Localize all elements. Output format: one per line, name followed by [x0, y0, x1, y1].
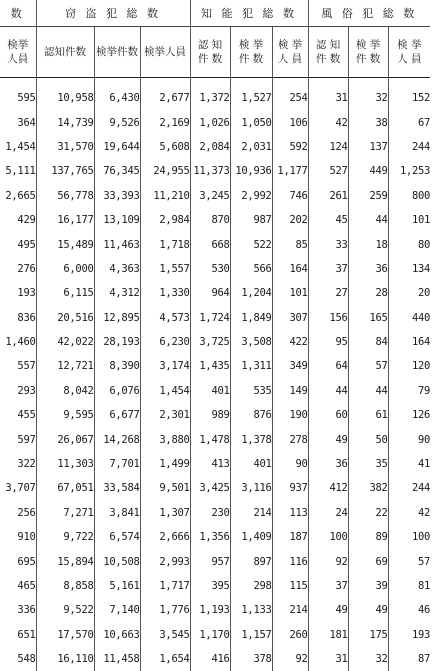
- table-cell: 126: [388, 403, 430, 427]
- table-cell: 32: [348, 647, 388, 671]
- table-cell: 465: [0, 574, 36, 598]
- table-cell: 35: [348, 452, 388, 476]
- table-cell: 395: [190, 574, 230, 598]
- table-cell: 836: [0, 306, 36, 330]
- table-cell: 79: [388, 379, 430, 403]
- table-cell: 254: [272, 78, 308, 111]
- table-cell: 401: [190, 379, 230, 403]
- table-cell: 64: [308, 354, 348, 378]
- table-cell: 90: [388, 427, 430, 451]
- table-cell: 165: [348, 306, 388, 330]
- table-cell: 1,454: [140, 379, 190, 403]
- table-cell: 3,245: [190, 184, 230, 208]
- table-cell: 149: [272, 379, 308, 403]
- table-cell: 440: [388, 306, 430, 330]
- table-cell: 244: [388, 476, 430, 500]
- table-cell: 152: [388, 78, 430, 111]
- group-header-moral: 風 俗 犯 総 数: [308, 0, 430, 27]
- table-cell: 16,177: [36, 208, 94, 232]
- table-cell: 2,665: [0, 184, 36, 208]
- table-cell: 4,573: [140, 306, 190, 330]
- sub-header-moral-recognized: 認 知 件 数: [308, 27, 348, 78]
- table-row: [0, 208, 442, 232]
- table-cell: 80: [388, 232, 430, 256]
- table-cell: 413: [190, 452, 230, 476]
- table-row: [0, 379, 442, 403]
- table-cell: 1,460: [0, 330, 36, 354]
- table-cell: 193: [388, 623, 430, 647]
- table-cell: 1,330: [140, 281, 190, 305]
- table-row: [0, 354, 442, 378]
- table-cell: 2,677: [140, 78, 190, 111]
- table-cell: 1,356: [190, 525, 230, 549]
- table-cell: 106: [272, 110, 308, 134]
- table-cell: 3,174: [140, 354, 190, 378]
- table-cell: 31: [308, 78, 348, 111]
- table-cell: 95: [308, 330, 348, 354]
- table-cell: 12,721: [36, 354, 94, 378]
- table-cell: 193: [0, 281, 36, 305]
- table-cell: 530: [190, 257, 230, 281]
- sub-header-theft-cleared: 検挙件数: [94, 27, 140, 78]
- table-cell: 44: [348, 379, 388, 403]
- table-cell: 9,501: [140, 476, 190, 500]
- table-cell: 10,663: [94, 623, 140, 647]
- table-cell: 44: [308, 379, 348, 403]
- table-cell: 137,765: [36, 159, 94, 183]
- table-cell: 1,170: [190, 623, 230, 647]
- table-cell: 22: [348, 501, 388, 525]
- table-cell: 84: [348, 330, 388, 354]
- table-cell: 2,993: [140, 549, 190, 573]
- table-cell: 1,050: [230, 110, 272, 134]
- table-cell: 597: [0, 427, 36, 451]
- table-cell: 2,992: [230, 184, 272, 208]
- table-cell: 7,701: [94, 452, 140, 476]
- table-cell: 164: [272, 257, 308, 281]
- table-cell: 57: [388, 549, 430, 573]
- table-cell: 651: [0, 623, 36, 647]
- table-cell: 39: [348, 574, 388, 598]
- table-cell: 1,499: [140, 452, 190, 476]
- table-cell: 113: [272, 501, 308, 525]
- table-cell: 28,193: [94, 330, 140, 354]
- table-row: [0, 257, 442, 281]
- table-cell: 5,161: [94, 574, 140, 598]
- table-cell: 3,880: [140, 427, 190, 451]
- table-cell: 11,463: [94, 232, 140, 256]
- table-row: [0, 184, 442, 208]
- table-cell: 1,478: [190, 427, 230, 451]
- table-cell: 1,724: [190, 306, 230, 330]
- table-cell: 26,067: [36, 427, 94, 451]
- table-row: [0, 78, 442, 111]
- table-cell: 244: [388, 135, 430, 159]
- table-cell: 164: [388, 330, 430, 354]
- table-cell: 7,140: [94, 598, 140, 622]
- table-cell: 37: [308, 574, 348, 598]
- table-row: [0, 159, 442, 183]
- table-row: [0, 549, 442, 573]
- table-cell: 19,644: [94, 135, 140, 159]
- table-cell: 124: [308, 135, 348, 159]
- table-cell: 15,489: [36, 232, 94, 256]
- table-cell: 987: [230, 208, 272, 232]
- table-cell: 897: [230, 549, 272, 573]
- table-cell: 28: [348, 281, 388, 305]
- table-cell: 37: [308, 257, 348, 281]
- table-cell: 49: [348, 598, 388, 622]
- table-cell: 5,111: [0, 159, 36, 183]
- table-cell: 336: [0, 598, 36, 622]
- table-cell: 378: [230, 647, 272, 671]
- table-cell: 81: [388, 574, 430, 598]
- table-cell: 11,303: [36, 452, 94, 476]
- sub-header-arrested-persons: 検挙 人員: [0, 27, 36, 78]
- table-cell: 1,717: [140, 574, 190, 598]
- table-cell: 202: [272, 208, 308, 232]
- sub-header-row: [0, 27, 442, 78]
- table-cell: 36: [308, 452, 348, 476]
- table-cell: 90: [272, 452, 308, 476]
- table-cell: 592: [272, 135, 308, 159]
- table-cell: 276: [0, 257, 36, 281]
- table-row: [0, 598, 442, 622]
- table-row: [0, 647, 442, 671]
- table-cell: 57: [348, 354, 388, 378]
- table-cell: 42: [308, 110, 348, 134]
- sub-header-moral-persons: 検 挙 人 員: [388, 27, 430, 78]
- table-cell: 8,390: [94, 354, 140, 378]
- table-cell: 11,373: [190, 159, 230, 183]
- table-cell: 2,169: [140, 110, 190, 134]
- table-row: [0, 110, 442, 134]
- table-row: [0, 232, 442, 256]
- table-cell: 18: [348, 232, 388, 256]
- table-cell: 100: [308, 525, 348, 549]
- table-cell: 175: [348, 623, 388, 647]
- table-cell: 190: [272, 403, 308, 427]
- lead-header: 数: [0, 0, 36, 27]
- table-cell: 1,654: [140, 647, 190, 671]
- table-cell: 134: [388, 257, 430, 281]
- table-cell: 989: [190, 403, 230, 427]
- group-header-row: [0, 0, 442, 27]
- table-cell: 429: [0, 208, 36, 232]
- table-cell: 1,718: [140, 232, 190, 256]
- table-cell: 49: [308, 427, 348, 451]
- table-cell: 1,177: [272, 159, 308, 183]
- table-cell: 8,858: [36, 574, 94, 598]
- table-cell: 566: [230, 257, 272, 281]
- table-cell: 1,527: [230, 78, 272, 111]
- table-cell: 548: [0, 647, 36, 671]
- table-cell: 401: [230, 452, 272, 476]
- table-cell: 349: [272, 354, 308, 378]
- table-cell: 120: [388, 354, 430, 378]
- table-cell: 1,454: [0, 135, 36, 159]
- table-cell: 261: [308, 184, 348, 208]
- table-cell: 187: [272, 525, 308, 549]
- table-cell: 3,841: [94, 501, 140, 525]
- table-cell: 67,051: [36, 476, 94, 500]
- table-cell: 322: [0, 452, 36, 476]
- table-cell: 6,115: [36, 281, 94, 305]
- table-cell: 11,458: [94, 647, 140, 671]
- table-cell: 422: [272, 330, 308, 354]
- table-cell: 5,608: [140, 135, 190, 159]
- table-cell: 33,584: [94, 476, 140, 500]
- table-row: [0, 403, 442, 427]
- table-cell: 876: [230, 403, 272, 427]
- table-row: [0, 427, 442, 451]
- table-cell: 870: [190, 208, 230, 232]
- table-cell: 3,508: [230, 330, 272, 354]
- table-cell: 1,849: [230, 306, 272, 330]
- table-cell: 1,435: [190, 354, 230, 378]
- table-cell: 293: [0, 379, 36, 403]
- table-cell: 2,084: [190, 135, 230, 159]
- sub-header-intellectual-persons: 検 挙 人 員: [272, 27, 308, 78]
- table-cell: 44: [348, 208, 388, 232]
- table-cell: 214: [272, 598, 308, 622]
- table-cell: 41: [388, 452, 430, 476]
- table-row: [0, 574, 442, 598]
- table-cell: 101: [388, 208, 430, 232]
- table-cell: 214: [230, 501, 272, 525]
- table-cell: 1,253: [388, 159, 430, 183]
- table-cell: 256: [0, 501, 36, 525]
- table-cell: 12,895: [94, 306, 140, 330]
- table-cell: 61: [348, 403, 388, 427]
- table-cell: 8,042: [36, 379, 94, 403]
- table-cell: 69: [348, 549, 388, 573]
- table-cell: 16,110: [36, 647, 94, 671]
- table-cell: 1,193: [190, 598, 230, 622]
- table-cell: 20: [388, 281, 430, 305]
- table-cell: 101: [272, 281, 308, 305]
- table-cell: 964: [190, 281, 230, 305]
- table-cell: 1,372: [190, 78, 230, 111]
- table-cell: 17,570: [36, 623, 94, 647]
- table-cell: 89: [348, 525, 388, 549]
- table-cell: 412: [308, 476, 348, 500]
- sub-header-theft-persons: 検挙人員: [140, 27, 190, 78]
- table-cell: 1,307: [140, 501, 190, 525]
- table-row: [0, 135, 442, 159]
- table-cell: 1,026: [190, 110, 230, 134]
- table-cell: 259: [348, 184, 388, 208]
- sub-header-intellectual-cleared: 検 挙 件 数: [230, 27, 272, 78]
- table-cell: 1,776: [140, 598, 190, 622]
- table-cell: 535: [230, 379, 272, 403]
- table-cell: 957: [190, 549, 230, 573]
- table-cell: 116: [272, 549, 308, 573]
- table-cell: 31: [308, 647, 348, 671]
- table-cell: 1,311: [230, 354, 272, 378]
- table-cell: 85: [272, 232, 308, 256]
- table-cell: 49: [308, 598, 348, 622]
- table-cell: 595: [0, 78, 36, 111]
- table-cell: 495: [0, 232, 36, 256]
- table-cell: 260: [272, 623, 308, 647]
- table-cell: 33,393: [94, 184, 140, 208]
- table-cell: 42: [388, 501, 430, 525]
- table-cell: 455: [0, 403, 36, 427]
- table-row: [0, 623, 442, 647]
- table-cell: 15,894: [36, 549, 94, 573]
- table-row: [0, 281, 442, 305]
- table-cell: 50: [348, 427, 388, 451]
- table-cell: 7,271: [36, 501, 94, 525]
- table-cell: 449: [348, 159, 388, 183]
- table-cell: 31,570: [36, 135, 94, 159]
- table-cell: 364: [0, 110, 36, 134]
- table-cell: 27: [308, 281, 348, 305]
- table-cell: 230: [190, 501, 230, 525]
- table-cell: 6,000: [36, 257, 94, 281]
- table-cell: 6,076: [94, 379, 140, 403]
- table-cell: 10,508: [94, 549, 140, 573]
- table-cell: 1,378: [230, 427, 272, 451]
- table-cell: 527: [308, 159, 348, 183]
- table-cell: 100: [388, 525, 430, 549]
- table-cell: 2,984: [140, 208, 190, 232]
- table-cell: 4,363: [94, 257, 140, 281]
- table-cell: 156: [308, 306, 348, 330]
- table-cell: 800: [388, 184, 430, 208]
- sub-header-moral-cleared: 検 挙 件 数: [348, 27, 388, 78]
- table-cell: 45: [308, 208, 348, 232]
- table-cell: 4,312: [94, 281, 140, 305]
- table-row: [0, 306, 442, 330]
- table-cell: 307: [272, 306, 308, 330]
- table-row: [0, 501, 442, 525]
- table-cell: 38: [348, 110, 388, 134]
- table-cell: 416: [190, 647, 230, 671]
- table-cell: 937: [272, 476, 308, 500]
- table-cell: 3,425: [190, 476, 230, 500]
- table-cell: 2,031: [230, 135, 272, 159]
- table-row: [0, 330, 442, 354]
- table-cell: 3,707: [0, 476, 36, 500]
- table-cell: 10,958: [36, 78, 94, 111]
- table-cell: 11,210: [140, 184, 190, 208]
- sub-header-theft-recognized: 認知件数: [36, 27, 94, 78]
- table-cell: 46: [388, 598, 430, 622]
- group-header-intellectual: 知 能 犯 総 数: [190, 0, 308, 27]
- table-cell: 1,204: [230, 281, 272, 305]
- table-cell: 2,666: [140, 525, 190, 549]
- table-cell: 2,301: [140, 403, 190, 427]
- table-cell: 32: [348, 78, 388, 111]
- table-cell: 3,116: [230, 476, 272, 500]
- table-cell: 137: [348, 135, 388, 159]
- table-cell: 24,955: [140, 159, 190, 183]
- table-cell: 3,725: [190, 330, 230, 354]
- table-cell: 9,722: [36, 525, 94, 549]
- table-cell: 9,526: [94, 110, 140, 134]
- table-cell: 910: [0, 525, 36, 549]
- table-row: [0, 476, 442, 500]
- table-cell: 42,022: [36, 330, 94, 354]
- table-cell: 92: [308, 549, 348, 573]
- table-cell: 9,522: [36, 598, 94, 622]
- table-cell: 1,557: [140, 257, 190, 281]
- table-cell: 56,778: [36, 184, 94, 208]
- table-cell: 92: [272, 647, 308, 671]
- table-cell: 6,230: [140, 330, 190, 354]
- table-cell: 668: [190, 232, 230, 256]
- table-cell: 1,133: [230, 598, 272, 622]
- table-cell: 13,109: [94, 208, 140, 232]
- table-cell: 746: [272, 184, 308, 208]
- table-cell: 36: [348, 257, 388, 281]
- sub-header-intellectual-recognized: 認 知 件 数: [190, 27, 230, 78]
- table-cell: 87: [388, 647, 430, 671]
- table-cell: 20,516: [36, 306, 94, 330]
- table-cell: 278: [272, 427, 308, 451]
- table-cell: 67: [388, 110, 430, 134]
- table-cell: 1,409: [230, 525, 272, 549]
- table-cell: 557: [0, 354, 36, 378]
- table-cell: 9,595: [36, 403, 94, 427]
- table-cell: 10,936: [230, 159, 272, 183]
- table-row: [0, 452, 442, 476]
- table-cell: 115: [272, 574, 308, 598]
- table-cell: 14,739: [36, 110, 94, 134]
- table-cell: 1,157: [230, 623, 272, 647]
- table-cell: 14,268: [94, 427, 140, 451]
- table-cell: 181: [308, 623, 348, 647]
- table-cell: 6,574: [94, 525, 140, 549]
- table-cell: 695: [0, 549, 36, 573]
- table-cell: 6,430: [94, 78, 140, 111]
- table-cell: 60: [308, 403, 348, 427]
- table-cell: 6,677: [94, 403, 140, 427]
- table-body: [0, 78, 442, 671]
- table-cell: 382: [348, 476, 388, 500]
- table-cell: 522: [230, 232, 272, 256]
- table-cell: 3,545: [140, 623, 190, 647]
- table-cell: 298: [230, 574, 272, 598]
- table-cell: 24: [308, 501, 348, 525]
- table-row: [0, 525, 442, 549]
- group-header-theft: 窃 盗 犯 総 数: [36, 0, 190, 27]
- table-cell: 33: [308, 232, 348, 256]
- table-cell: 76,345: [94, 159, 140, 183]
